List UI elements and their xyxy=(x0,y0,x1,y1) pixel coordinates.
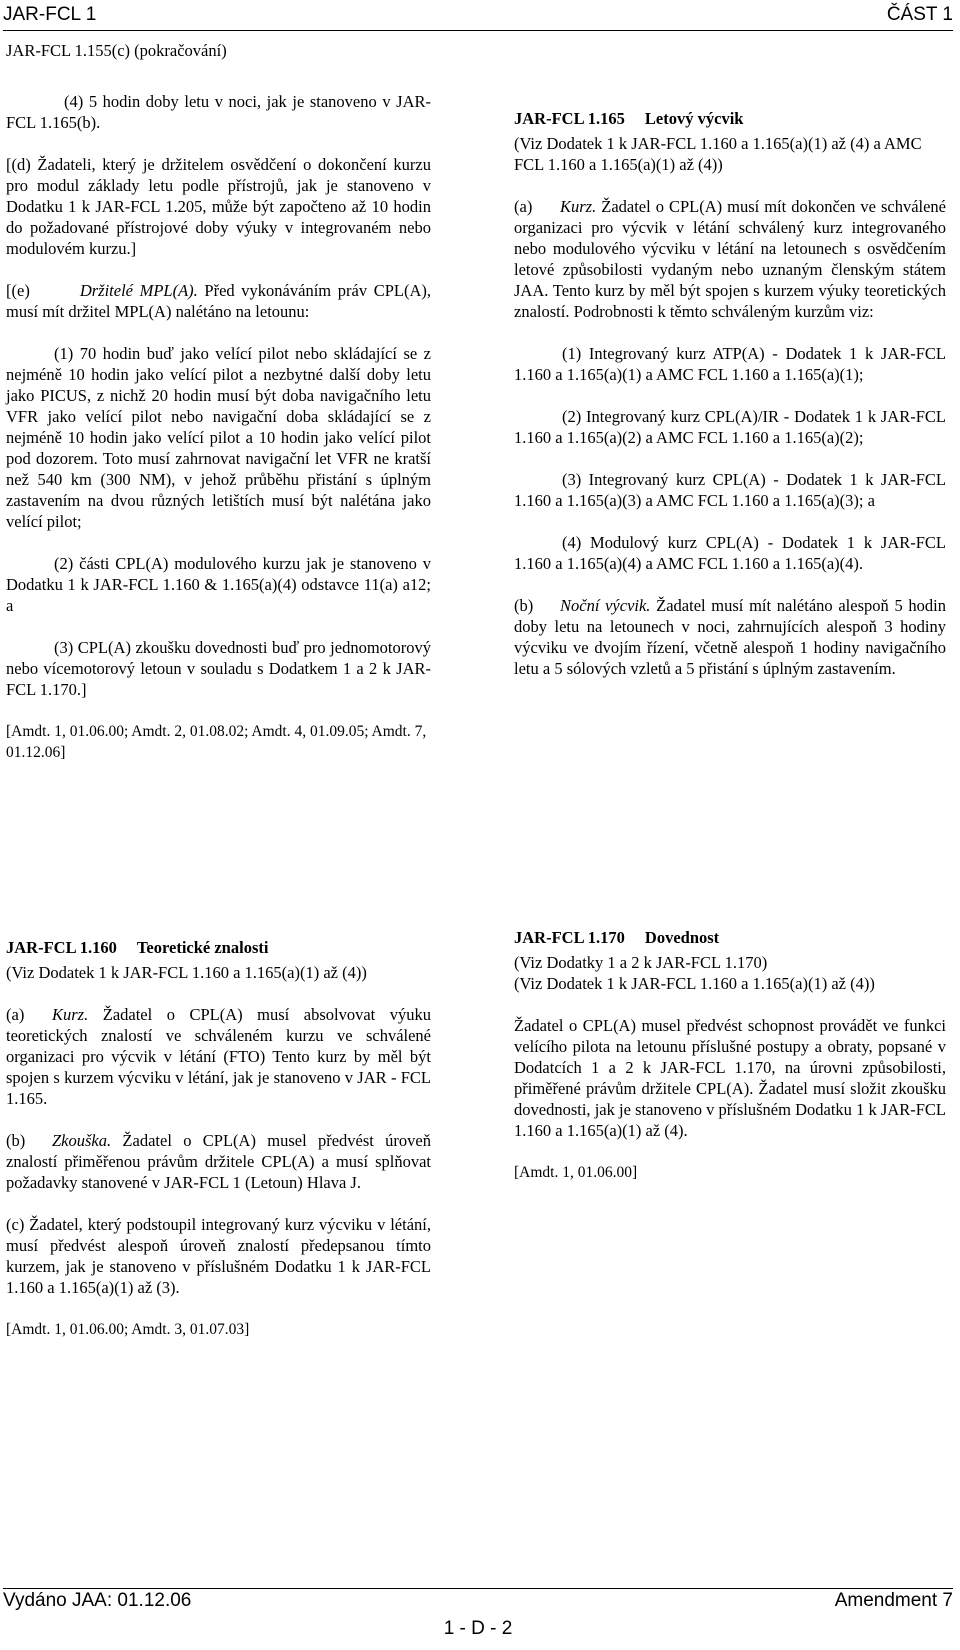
section-title-1160 xyxy=(6,937,431,958)
paragraph-b xyxy=(514,595,946,679)
footer-issue-date: Vydáno JAA: 01.12.06 xyxy=(3,1590,192,1611)
section-reference: (Viz Dodatek 1 k JAR-FCL 1.160 a 1.165(a)(1) až (4) a AMC FCL 1.160 a 1.165(a)(1) až (4)) xyxy=(514,134,922,174)
paragraph-e2: (2) části CPL(A) modulového kurzu jak je stanoveno v Dodatku 1 k JAR-FCL 1.160 & 1.165(a)(4) odstavce 11(a) a12; a xyxy=(6,554,431,615)
paragraph-b-heading: Noční výcvik. xyxy=(560,596,651,615)
paragraph-a-heading: Kurz. xyxy=(52,1005,89,1024)
paragraph-a1: (1) Integrovaný kurz ATP(A) - Dodatek 1 k JAR-FCL 1.160 a 1.165(a)(1) a AMC FCL 1.160 a 1.165(a)(1); xyxy=(514,344,946,384)
continuation-heading: JAR-FCL 1.155(c) (pokračování) xyxy=(6,41,227,60)
paragraph-a xyxy=(6,1004,431,1109)
paragraph-e-heading: Držitelé MPL(A). xyxy=(79,281,198,300)
paragraph-a-text: Žadatel o CPL(A) musí mít dokončen ve schválené organizaci pro výcvik v létání schválený kurz integrovaného nebo modulového výcviku v létání na letounech s osvědčením letové způsobilosti vydaným nebo uznaným členským státem JAA. Tento kurz by měl být spojen s kurzem výuky teoretických znalostí. Podrobnosti k těmto schváleným kurzům viz: xyxy=(514,197,946,321)
page-footer xyxy=(3,1590,953,1640)
paragraph-4: (4) 5 hodin doby letu v noci, jak je stanoveno v JAR-FCL 1.165(b). xyxy=(6,92,431,132)
footer-divider xyxy=(3,1588,953,1589)
left-column-top xyxy=(6,40,431,784)
amendment-note: [Amdt. 1, 01.06.00; Amdt. 3, 01.07.03] xyxy=(6,1321,250,1338)
paragraph-e xyxy=(6,280,431,322)
paragraph-a3: (3) Integrovaný kurz CPL(A) - Dodatek 1 k JAR-FCL 1.160 a 1.165(a)(3) a AMC FCL 1.160 a 1.165(a)(3); a xyxy=(514,470,946,510)
section-reference-2: (Viz Dodatek 1 k JAR-FCL 1.160 a 1.165(a)(1) až (4)) xyxy=(514,974,875,993)
paragraph-a-heading: Kurz. xyxy=(560,197,597,216)
paragraph-a-text: Žadatel o CPL(A) musí absolvovat výuku teoretických znalostí ve schváleném kurzu ve schválené organizaci pro výcvik v létání (FTO) Tento kurz by měl být spojen s kurzem výcviku v létání, jak je stanoveno v JAR - FCL 1.165. xyxy=(6,1005,431,1108)
amendment-note: [Amdt. 1, 01.06.00; Amdt. 2, 01.08.02; Amdt. 4, 01.09.05; Amdt. 7, 01.12.06] xyxy=(6,723,427,761)
page-number: 1 - D - 2 xyxy=(443,1618,513,1639)
paragraph-b-heading: Zkouška. xyxy=(52,1131,112,1150)
section-name: Dovednost xyxy=(644,928,720,947)
paragraph-b xyxy=(6,1130,431,1193)
paragraph-a xyxy=(514,196,946,322)
page-header xyxy=(3,4,953,30)
section-number: JAR-FCL 1.170 xyxy=(514,928,625,947)
footer-amendment: Amendment 7 xyxy=(834,1590,953,1611)
section-number: JAR-FCL 1.165 xyxy=(514,109,625,128)
right-column-bottom xyxy=(514,927,946,1204)
paragraph-b-label: (b) xyxy=(6,1131,26,1150)
paragraph-e-text: Před vykonáváním práv CPL(A), musí mít držitel MPL(A) nalétáno na letounu: xyxy=(6,281,431,321)
paragraph-e3: (3) CPL(A) zkoušku dovednosti buď pro jednomotorový nebo vícemotorový letoun v souladu s Dodatkem 1 a 2 k JAR-FCL 1.170.] xyxy=(6,638,431,699)
paragraph-a-label: (a) xyxy=(514,197,533,216)
section-reference: (Viz Dodatek 1 k JAR-FCL 1.160 a 1.165(a)(1) až (4)) xyxy=(6,963,367,982)
paragraph-b-text: Žadatel musí mít nalétáno alespoň 5 hodin doby letu na letounech v noci, zahrnujících alespoň 3 hodiny výcviku ve dvojím řízení, včetně alespoň 1 hodiny navigačního letu a 5 sólových vzletů a 5 přistání s úplným zastavením. xyxy=(514,596,946,678)
section-title-1170 xyxy=(514,927,946,948)
right-column-top xyxy=(514,108,946,700)
section-name: Letový výcvik xyxy=(644,109,744,128)
section-reference-1: (Viz Dodatky 1 a 2 k JAR-FCL 1.170) xyxy=(514,953,768,972)
left-column-bottom xyxy=(6,937,431,1361)
body-paragraph: Žadatel o CPL(A) musel předvést schopnost provádět ve funkci velícího pilota na letounu příslušné postupy a obraty, popsané v Dodatcích 1 a 2 k JAR-FCL 1.170, na úrovni způsobilosti, přiměřené právům držitele CPL(A). Žadatel musí složit zkoušku dovednosti, jak je stanoveno v příslušném Dodatku 1 k JAR-FCL 1.160 a 1.165(a)(1) až (4). xyxy=(514,1016,946,1140)
header-right: ČÁST 1 xyxy=(886,4,953,25)
amendment-note: [Amdt. 1, 01.06.00] xyxy=(514,1164,638,1181)
paragraph-e-label: [(e) xyxy=(6,281,30,300)
header-divider xyxy=(3,30,953,31)
section-title-1165 xyxy=(514,108,946,129)
paragraph-c: (c) Žadatel, který podstoupil integrovaný kurz výcviku v létání, musí předvést alespoň úroveň znalostí předepsanou tímto kurzem, jak je stanoveno v příslušném Dodatku 1 k JAR-FCL 1.160 a 1.165(a)(1) až (3). xyxy=(6,1215,431,1297)
paragraph-a-label: (a) xyxy=(6,1005,25,1024)
section-name: Teoretické znalosti xyxy=(136,938,269,957)
paragraph-d: [(d) Žadateli, který je držitelem osvědčení o dokončení kurzu pro modul základy letu podle přístrojů, jak je stanoveno v Dodatku 1 k JAR-FCL 1.205, může být započteno až 10 hodin do požadované přístrojové doby výuky v integrovaném nebo modulovém kurzu.] xyxy=(6,155,431,258)
header-left: JAR-FCL 1 xyxy=(3,4,97,25)
paragraph-e1: (1) 70 hodin buď jako velící pilot nebo skládající se z nejméně 10 hodin jako velící pilot a nezbytné další doby letu jako PICUS, z nichž 20 hodin musí být doba navigačního letu VFR jako velící pilot nebo navigační doba skládající se z nejméně 10 hodin jako velící pilot a 10 hodin jako velící pilot pod dozorem. Toto musí zahrnovat navigační let VFR ne kratší než 540 km (300 NM), v jehož průběhu přistání s úplným zastavením na dvou různých letištích musí být nalétána jako velící pilot; xyxy=(6,344,431,531)
paragraph-b-text: Žadatel o CPL(A) musel předvést úroveň znalostí přiměřenou právům držitele CPL(A) a musí splňovat požadavky stanovené v JAR-FCL 1 (Letoun) Hlava J. xyxy=(6,1131,431,1192)
paragraph-a4: (4) Modulový kurz CPL(A) - Dodatek 1 k JAR-FCL 1.160 a 1.165(a)(4) a AMC FCL 1.160 a 1.165(a)(4). xyxy=(514,533,946,573)
paragraph-b-label: (b) xyxy=(514,596,534,615)
paragraph-a2: (2) Integrovaný kurz CPL(A)/IR - Dodatek 1 k JAR-FCL 1.160 a 1.165(a)(2) a AMC FCL 1.160 a 1.165(a)(2); xyxy=(514,407,946,447)
section-number: JAR-FCL 1.160 xyxy=(6,938,117,957)
